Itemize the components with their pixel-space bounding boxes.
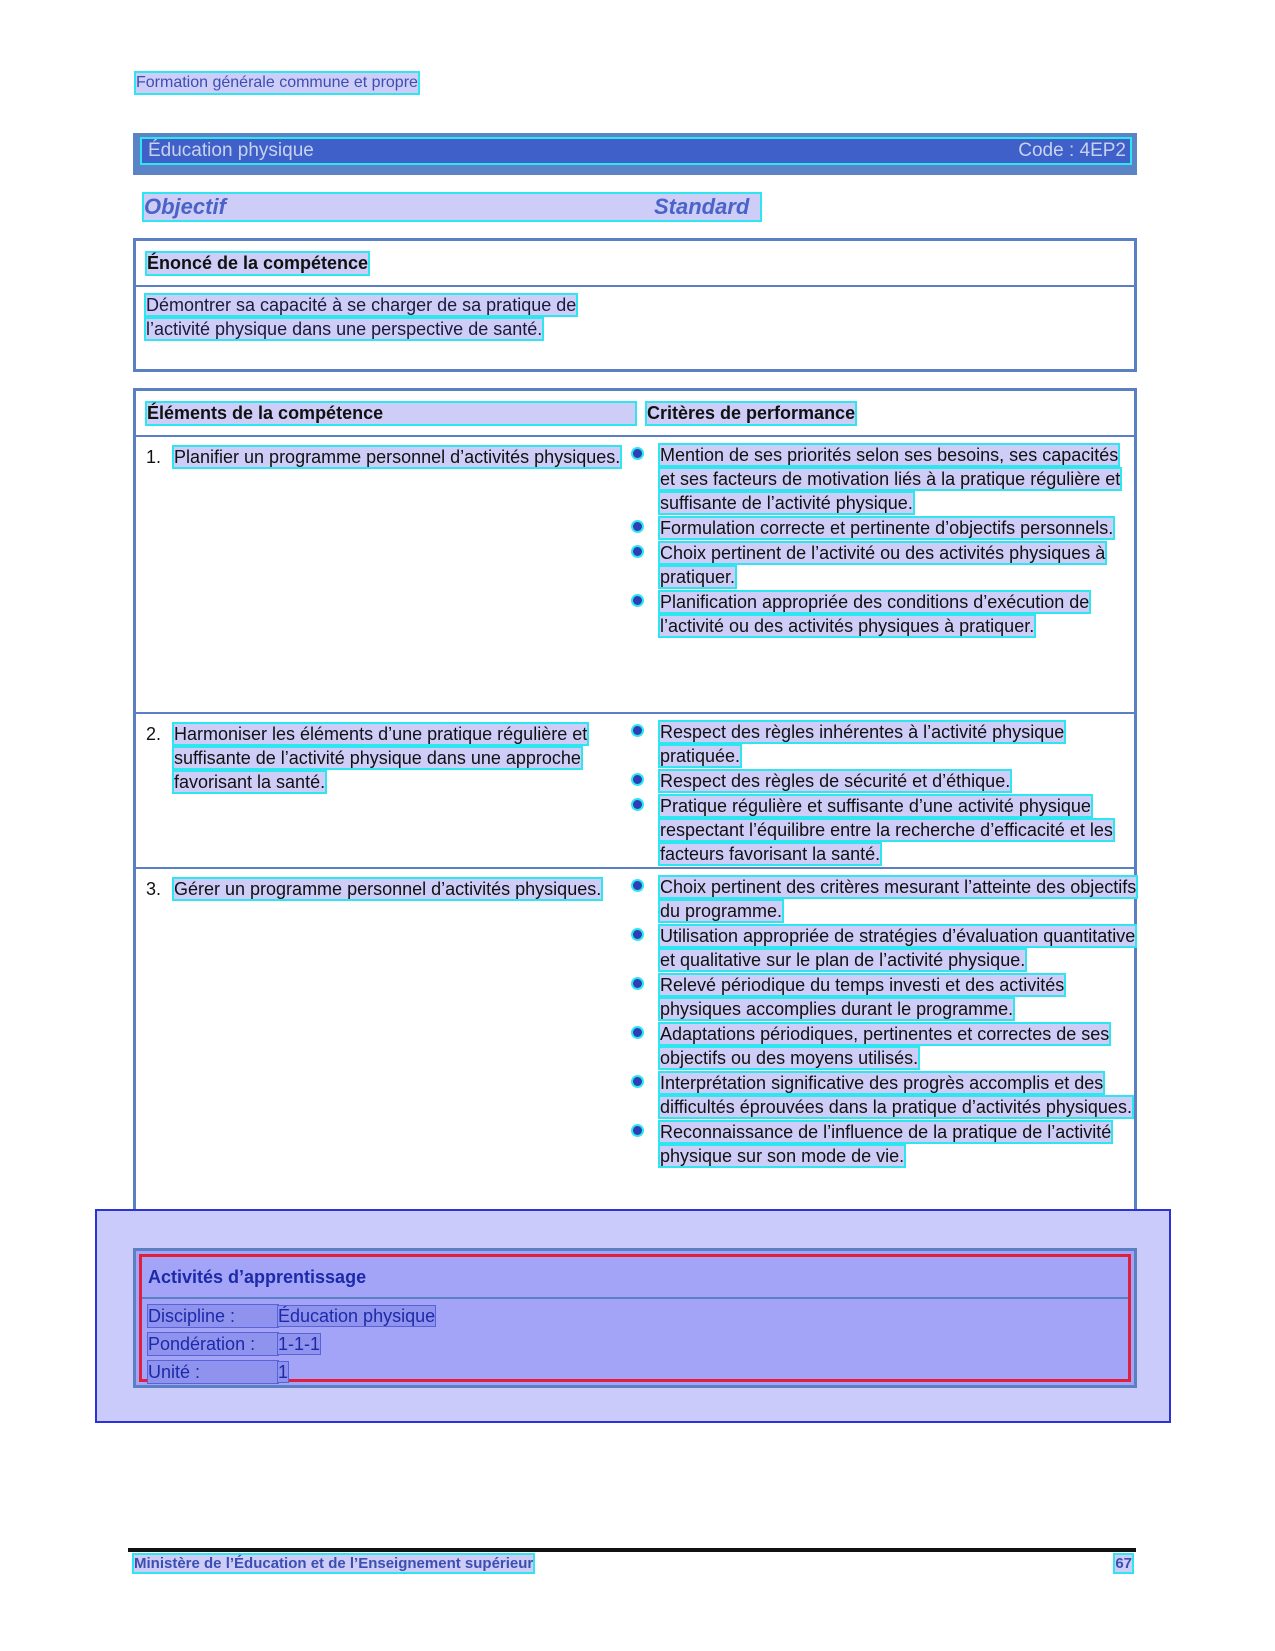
col-criteres-header: Critères de performance — [647, 403, 856, 423]
criterion-text: Relevé périodique du temps investi et des activités physiques accomplies durant le programme. — [660, 975, 1065, 1019]
enonce-text: Démontrer sa capacité à se charger de sa pratique de l’activité physique dans une perspective de santé. — [146, 295, 577, 339]
activity-value: 1-1-1 — [278, 1334, 321, 1354]
bullet-icon — [633, 775, 642, 784]
activities-title: Activités d’apprentissage — [148, 1267, 367, 1287]
course-subject: Éducation physique — [148, 140, 314, 161]
bullet-icon — [633, 547, 642, 556]
course-title-bar — [133, 133, 1137, 175]
enonce-box — [133, 238, 1137, 372]
elements-table — [133, 388, 1137, 1240]
list-item — [630, 794, 1138, 866]
footer-rule — [128, 1548, 1136, 1552]
col-elements-header: Éléments de la compétence — [147, 403, 635, 424]
element-cell — [146, 877, 626, 901]
criterion-text: Planification appropriée des conditions d’exécution de l’activité ou des activités physiques à pratiquer. — [660, 592, 1090, 636]
list-item — [630, 720, 1138, 768]
bullet-icon — [633, 726, 642, 735]
element-number: 2. — [146, 724, 162, 744]
activity-row-ponderation — [148, 1333, 320, 1355]
bullet-icon — [633, 1077, 642, 1086]
element-cell — [146, 445, 626, 469]
activities-inner — [139, 1254, 1131, 1382]
elements-table-header — [136, 391, 1134, 435]
bullet-icon — [633, 881, 642, 890]
bullet-icon — [633, 449, 642, 458]
bullet-icon — [633, 1028, 642, 1037]
activity-value: 1 — [278, 1362, 289, 1382]
table-row — [136, 712, 1134, 867]
list-item — [630, 1120, 1138, 1168]
activity-row-unite — [148, 1361, 288, 1383]
list-item — [630, 1022, 1138, 1070]
enonce-header — [136, 241, 1134, 287]
course-title-inner — [140, 137, 1132, 165]
enonce-text-wrap — [146, 293, 616, 341]
criteria-cell — [630, 875, 1138, 1169]
criterion-text: Utilisation appropriée de stratégies d’évaluation quantitative et qualitative sur le plan de l’activité physique. — [660, 926, 1136, 970]
criterion-text: Reconnaissance de l’influence de la pratique de l’activité physique sur son mode de vie. — [660, 1122, 1112, 1166]
bullet-icon — [633, 522, 642, 531]
criterion-text: Interprétation significative des progrès accomplis et des difficultés éprouvées dans la pratique d’activités physiques. — [660, 1073, 1132, 1117]
criteria-cell — [630, 443, 1138, 639]
bullet-icon — [633, 596, 642, 605]
element-text: Harmoniser les éléments d’une pratique régulière et suffisante de l’activité physique dans une approche favorisant la santé. — [174, 724, 588, 792]
element-cell — [146, 722, 626, 794]
bullet-icon — [633, 800, 642, 809]
criterion-text: Mention de ses priorités selon ses besoins, ses capacités et ses facteurs de motivation liés à la pratique régulière et suffisante de l’activité physique. — [660, 445, 1121, 513]
element-text: Gérer un programme personnel d’activités physiques. — [174, 879, 602, 899]
element-number: 3. — [146, 879, 162, 899]
list-item — [630, 924, 1138, 972]
running-head: Formation générale commune et propre — [136, 74, 418, 91]
element-text: Planifier un programme personnel d’activités physiques. — [174, 447, 621, 467]
activities-box — [133, 1248, 1137, 1388]
bullet-icon — [633, 930, 642, 939]
criterion-text: Adaptations périodiques, pertinentes et correctes de ses objectifs ou des moyens utilisés. — [660, 1024, 1110, 1068]
list-item — [630, 443, 1138, 515]
criterion-text: Respect des règles inhérentes à l’activité physique pratiquée. — [660, 722, 1065, 766]
criterion-text: Formulation correcte et pertinente d’objectifs personnels. — [660, 518, 1114, 538]
criterion-text: Choix pertinent des critères mesurant l’atteinte des objectifs du programme. — [660, 877, 1137, 921]
bullet-icon — [633, 979, 642, 988]
activity-key: Discipline : — [148, 1305, 278, 1327]
enonce-label: Énoncé de la compétence — [147, 253, 369, 273]
bullet-icon — [633, 1126, 642, 1135]
criterion-text: Pratique régulière et suffisante d’une activité physique respectant l’équilibre entre la recherche d’efficacité et les facteurs favorisant la santé. — [660, 796, 1113, 864]
criterion-text: Choix pertinent de l’activité ou des activités physiques à pratiquer. — [660, 543, 1106, 587]
list-item — [630, 1071, 1138, 1119]
list-item — [630, 541, 1138, 589]
element-number: 1. — [146, 447, 162, 467]
standard-heading: Standard — [654, 194, 750, 219]
criteria-cell — [630, 720, 1138, 867]
list-item — [630, 973, 1138, 1021]
list-item — [630, 590, 1138, 638]
list-item — [630, 875, 1138, 923]
list-item — [630, 769, 1138, 793]
table-row — [136, 867, 1137, 1239]
course-code: Code : 4EP2 — [1018, 140, 1126, 161]
activity-value: Éducation physique — [278, 1306, 436, 1326]
activity-key: Pondération : — [148, 1333, 278, 1355]
activity-key: Unité : — [148, 1361, 278, 1383]
table-row — [136, 435, 1134, 712]
criterion-text: Respect des règles de sécurité et d’éthique. — [660, 771, 1011, 791]
list-item — [630, 516, 1138, 540]
activity-row-discipline — [148, 1305, 435, 1327]
page-number: 67 — [1115, 1555, 1132, 1572]
footer-ministry: Ministère de l’Éducation et de l’Enseignement supérieur — [134, 1555, 534, 1572]
activities-header — [142, 1257, 1128, 1299]
page-footer — [134, 1555, 1132, 1572]
objectif-label: Objectif — [144, 194, 226, 219]
